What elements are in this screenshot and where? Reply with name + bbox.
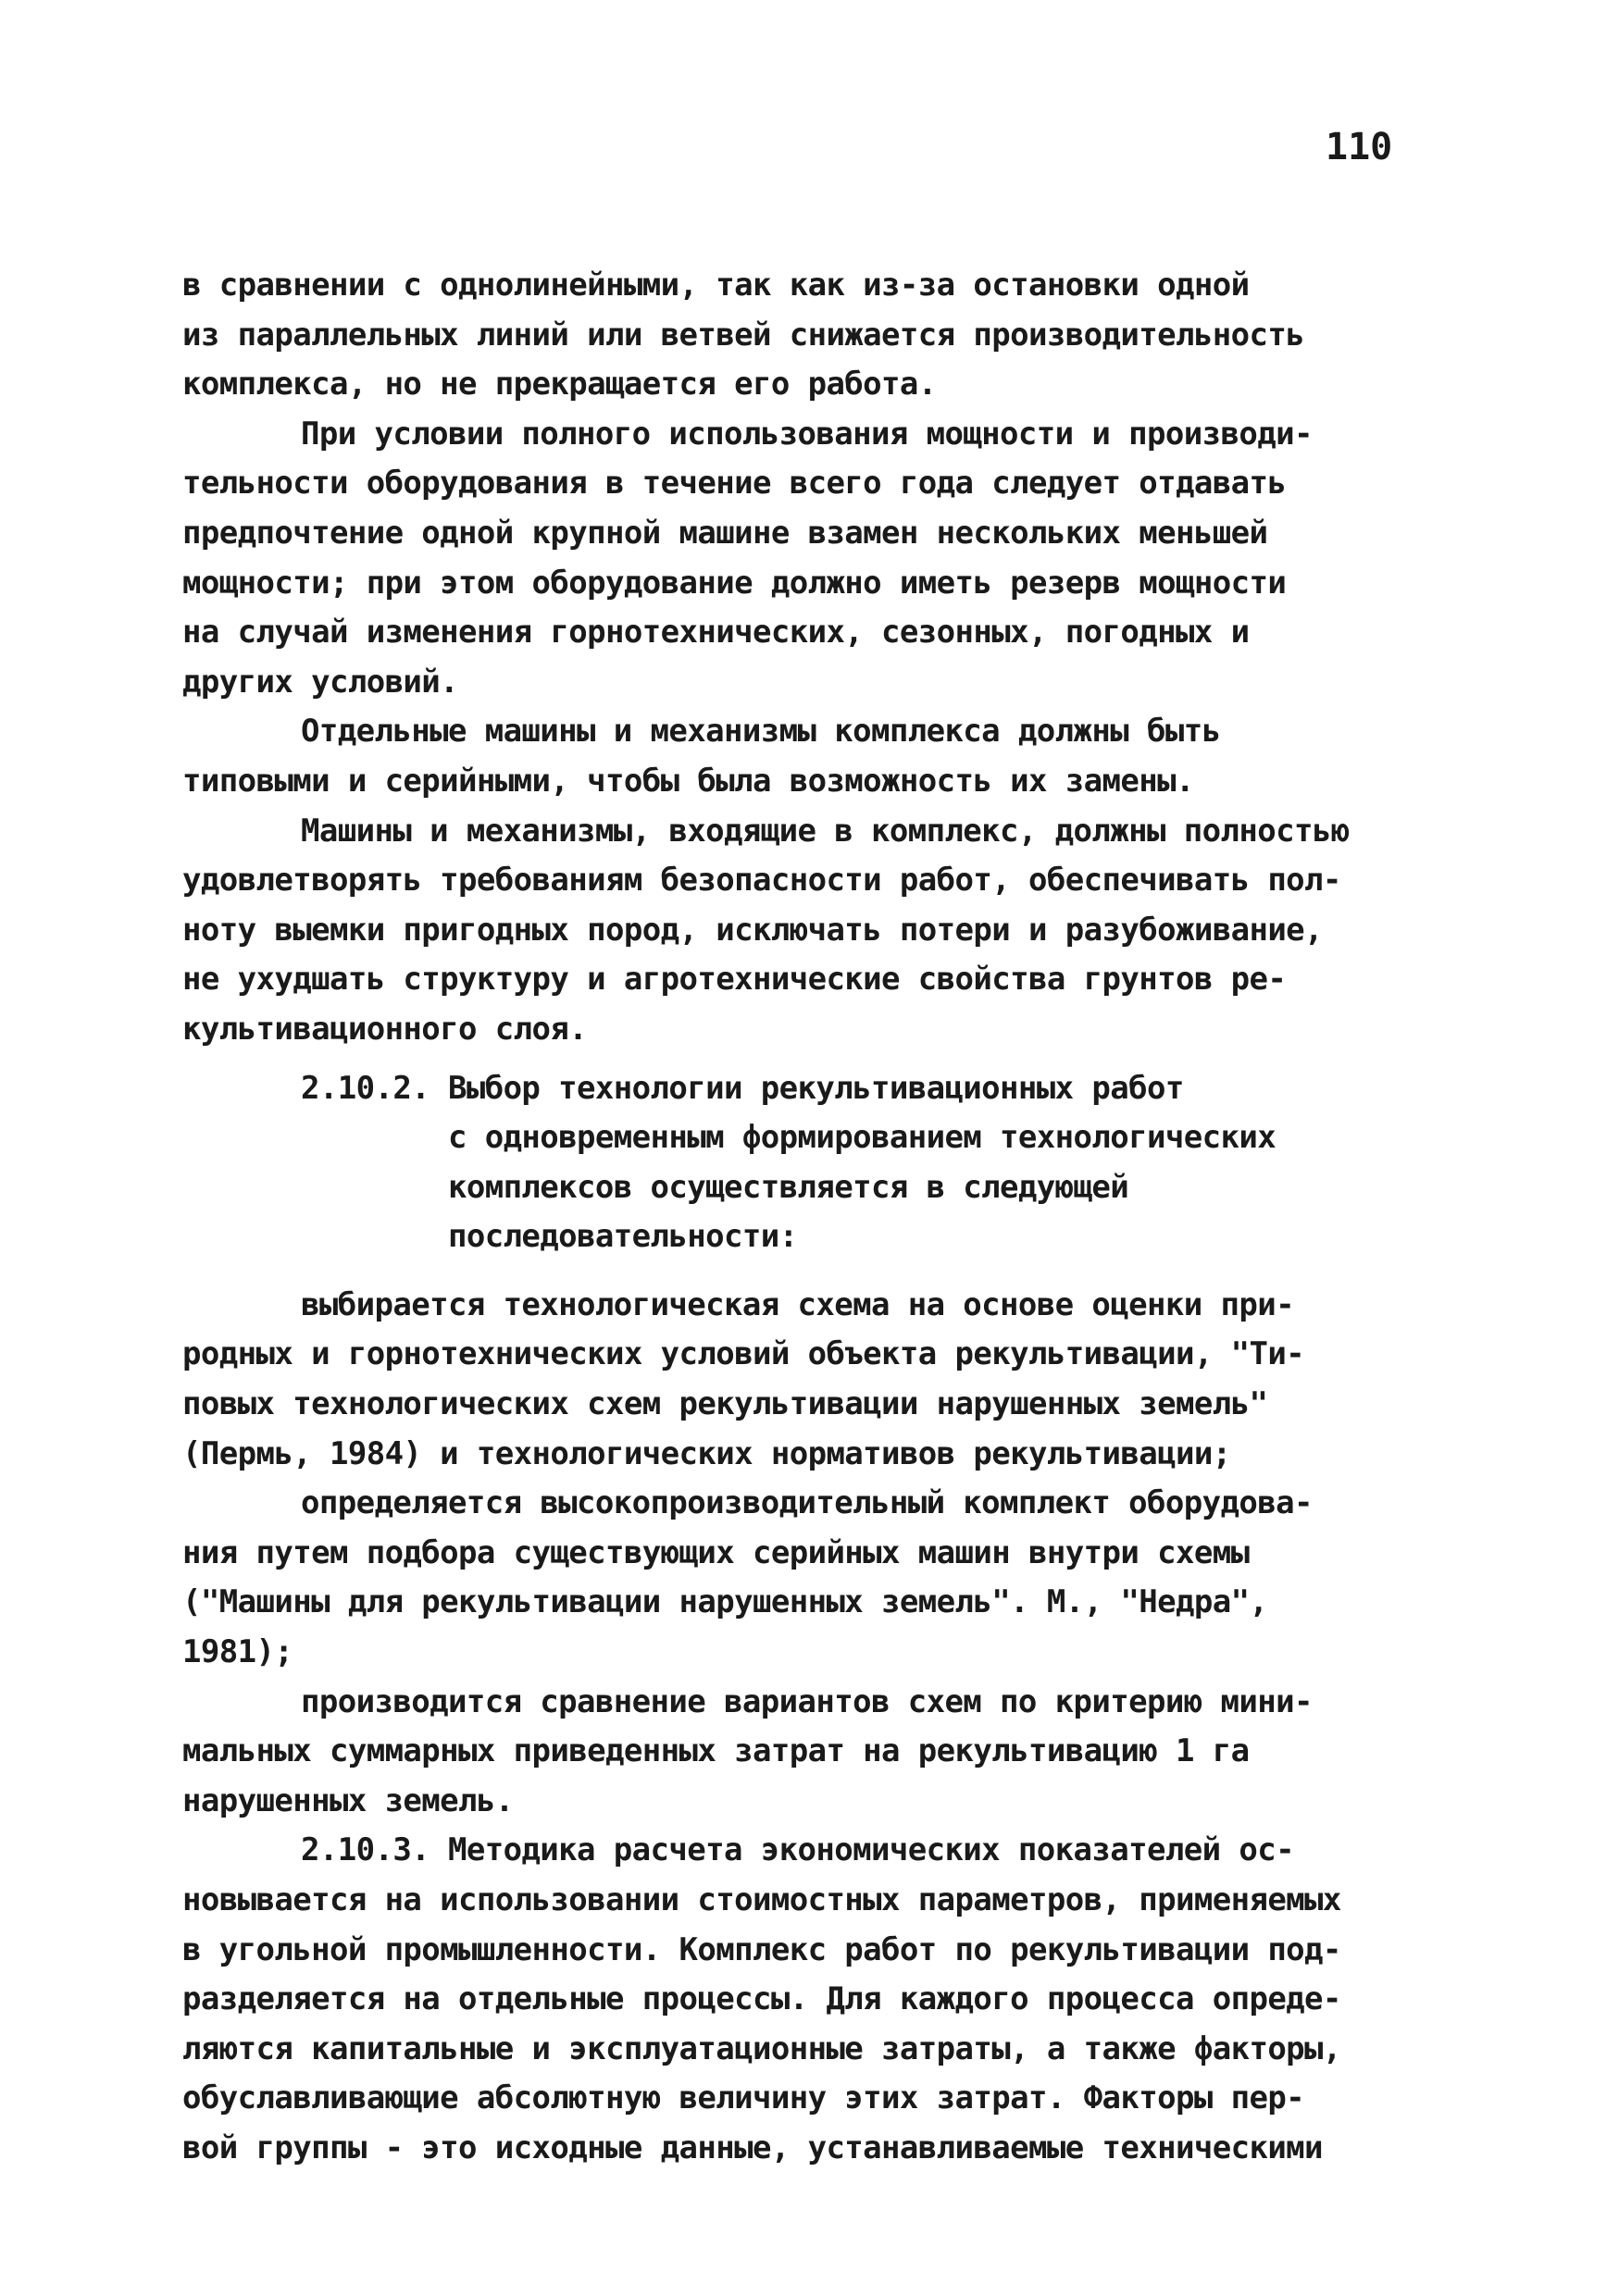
- text-line: в угольной промышленности. Комплекс работ по рекультивации под-: [182, 1930, 1341, 1968]
- text-line: определяется высокопроизводительный комплект оборудова-: [301, 1484, 1313, 1522]
- text-line: мощности; при этом оборудование должно иметь резерв мощности: [182, 564, 1287, 602]
- text-line: вой группы - это исходные данные, устанавливаемые техническими: [182, 2128, 1323, 2166]
- text-line: ноту выемки пригодных пород, исключать потери и разубоживание,: [182, 911, 1323, 949]
- text-line: с одновременным формированием технологических: [301, 1119, 1277, 1157]
- document-body: [182, 261, 1478, 2174]
- text-line: культивационного слоя.: [182, 1010, 588, 1048]
- text-line: комплекса, но не прекращается его работа.: [182, 366, 937, 403]
- text-line: тельности оборудования в течение всего года следует отдавать: [182, 465, 1287, 503]
- paragraph-spacer: [182, 1262, 1478, 1281]
- text-line: разделяется на отдельные процессы. Для каждого процесса опреде-: [182, 1980, 1341, 2018]
- text-line: 1981);: [182, 1633, 293, 1671]
- paragraph: [182, 1281, 1478, 1479]
- text-line: 2.10.2. Выбор технологии рекультивационных работ: [301, 1069, 1184, 1107]
- text-line: в сравнении с однолинейными, так как из-за остановки одной: [182, 267, 1250, 304]
- text-line: обуславливающие абсолютную величину этих затрат. Факторы пер-: [182, 2079, 1305, 2117]
- text-line: (Пермь, 1984) и технологических нормативов рекультивации;: [182, 1434, 1231, 1472]
- text-line: удовлетворять требованиям безопасности работ, обеспечивать пол-: [182, 862, 1341, 900]
- text-line: комплексов осуществляется в следующей: [301, 1168, 1129, 1206]
- text-line: ния путем подбора существующих серийных машин внутри схемы: [182, 1533, 1250, 1571]
- paragraph: [182, 261, 1478, 410]
- page-number: 110: [1326, 126, 1393, 168]
- text-line: последовательности:: [301, 1218, 798, 1256]
- text-line: нарушенных земель.: [182, 1781, 514, 1819]
- paragraph: [182, 1678, 1478, 1827]
- text-line: Машины и механизмы, входящие в комплекс, должны полностью: [301, 812, 1350, 850]
- paragraph: [182, 1826, 1478, 2173]
- paragraph: [182, 707, 1478, 806]
- text-line: выбирается технологическая схема на основе оценки при-: [301, 1285, 1294, 1323]
- text-line: новывается на использовании стоимостных параметров, применяемых: [182, 1881, 1341, 1918]
- text-line: не ухудшать структуру и агротехнические свойства грунтов ре-: [182, 961, 1287, 999]
- text-line: типовыми и серийными, чтобы была возможность их замены.: [182, 762, 1194, 800]
- paragraph: [182, 1064, 1478, 1262]
- text-line: на случай изменения горнотехнических, сезонных, погодных и: [182, 614, 1250, 652]
- paragraph: [182, 410, 1478, 708]
- text-line: При условии полного использования мощности и производи-: [301, 415, 1313, 453]
- paragraph: [182, 807, 1478, 1055]
- paragraph: [182, 1479, 1478, 1677]
- paragraph-spacer: [182, 1055, 1478, 1064]
- text-line: родных и горнотехнических условий объекта рекультивации, "Ти-: [182, 1335, 1305, 1373]
- text-line: из параллельных линий или ветвей снижается производительность: [182, 316, 1305, 354]
- text-line: других условий.: [182, 663, 459, 701]
- text-line: ("Машины для рекультивации нарушенных земель". М., "Недра",: [182, 1583, 1268, 1621]
- text-line: повых технологических схем рекультивации нарушенных земель": [182, 1385, 1268, 1423]
- text-line: ляются капитальные и эксплуатационные затраты, а также факторы,: [182, 2029, 1341, 2067]
- text-line: 2.10.3. Методика расчета экономических показателей ос-: [301, 1831, 1294, 1869]
- text-line: предпочтение одной крупной машине взамен нескольких меньшей: [182, 514, 1268, 552]
- text-line: мальных суммарных приведенных затрат на рекультивацию 1 га: [182, 1732, 1250, 1770]
- text-line: производится сравнение вариантов схем по критерию мини-: [301, 1682, 1313, 1720]
- text-line: Отдельные машины и механизмы комплекса должны быть: [301, 713, 1221, 751]
